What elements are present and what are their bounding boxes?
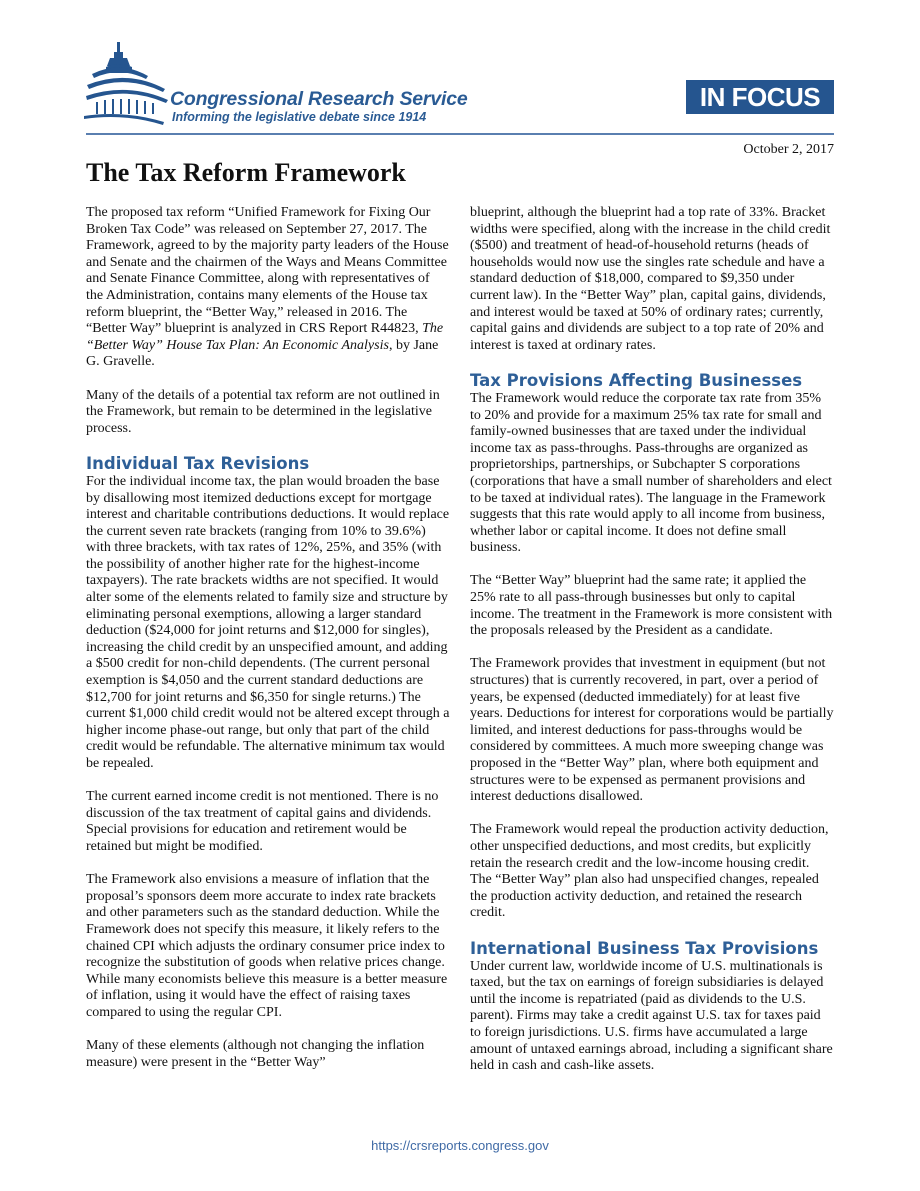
intro-text-end: , by Jane G. Gravelle.	[86, 337, 439, 370]
heading-individual-tax-revisions: Individual Tax Revisions	[86, 453, 310, 473]
report-title-link-text: The “Better Way” House Tax Plan: An Economic Analysis	[86, 321, 444, 353]
intro-text: The proposed tax reform “Unified Framework for Fixing Our Broken Tax Code” was released on September 27, 2017. The Framework, agreed to by the majority party leaders of the House and Senate and the chairmen of the Ways and Means Committee and Senate Finance Committee, along with representatives of the Administration, contains many elements of the House tax reform blueprint, the “Better Way,” released in 2016. The “Better Way” blueprint is analyzed in CRS Report R44823,	[86, 205, 449, 337]
heading-business-tax-provisions: Tax Provisions Affecting Businesses	[470, 370, 803, 390]
heading-international-business-tax: International Business Tax Provisions	[470, 938, 819, 958]
paragraph: The Framework also envisions a measure of inflation that the proposal’s sponsors deem more accurate to index rate brackets and other parameters such as the standard deduction. While the Framework does not specify this measure, it likely refers to the chained CPI which adjusts the ordinary consumer price index to recognize the substitution of goods when relative prices change. While many economists believe this measure is a better measure of inflation, using it would have the effect of raising taxes compared to using the regular CPI.	[86, 872, 448, 1020]
paragraph: The Framework provides that investment in equipment (but not structures) that is currently recovered, in part, over a period of years, be expensed (deducted immediately) for at least five years. Deductions for interest for corporations would be partially limited, and interest deductions for pass-throughs would be considered by committees. A much more sweeping change was proposed in the “Better Way” plan, where both equipment and structures were to be expensed as permanent provisions and interest deductions disallowed.	[470, 656, 834, 805]
paragraph: Many of these elements (although not changing the inflation measure) were present in the “Better Way”	[86, 1038, 425, 1070]
footer-url-link[interactable]: https://crsreports.congress.gov	[371, 1138, 549, 1153]
capitol-dome-logo	[84, 40, 174, 130]
paragraph: The Framework would reduce the corporate tax rate from 35% to 20% and provide for a maximum 25% tax rate for small and family-owned businesses that are taxed under the individual income tax as pass-throughs. Pass-throughs are organized as proprietorships, partnerships, or Subchapter S corporations (corporations that have a small number of shareholders and elect to be taxed at individual rates). The language in the Framework suggests that this rate would apply to all income from business, whether labor or capital income. It does not define small business.	[470, 390, 832, 556]
paragraph: For the individual income tax, the plan would broaden the base by disallowing most itemized deductions except for mortgage interest and charitable contributions deductions. It would replace the current seven rate brackets (ranging from 10% to 39.6%) with three brackets, with tax rates of 12%, 25%, and 35% (with the possibility of another higher rate for the highest-income taxpayers). The rate brackets widths are not specified. It would alter some of the elements related to family size and structure by eliminating personal exemptions, allowing a larger standard deduction ($24,000 for joint returns and $12,000 for singles), increasing the child credit by an unspecified amount, and adding a $500 credit for non-child dependents. (The current personal exemption is $4,050 and the current standard deductions are $12,700 for joint returns and $6,350 for single returns.) The current $1,000 child credit would not be altered except through a higher income phase-out range, but only that part of the child credit would be refundable. The alternative minimum tax would be repealed.	[86, 473, 450, 771]
intro-paragraph-2: Many of the details of a potential tax reform are not outlined in the Framework, but remain to be determined in the legislative process.	[86, 387, 440, 436]
paragraph: The Framework would repeal the production activity deduction, other unspecified deductions, and most credits, but explicitly retain the research credit and the low-income housing credit. The “Better Way” plan also had unspecified changes, repealed the production activity deduction, and retained the research credit.	[470, 822, 829, 921]
paragraph: The current earned income credit is not mentioned. There is no discussion of the tax treatment of capital gains and dividends. Special provisions for education and retirement would be retained but might be modified.	[86, 789, 439, 854]
page-title: The Tax Reform Framework	[86, 158, 406, 187]
org-tagline: Informing the legislative debate since 1914	[172, 110, 427, 124]
in-focus-badge: IN FOCUS	[686, 80, 834, 114]
paragraph: The “Better Way” blueprint had the same rate; it applied the 25% rate to all pass-through businesses but only to capital income. The treatment in the Framework is more consistent with the proposals released by the President as a candidate.	[470, 573, 833, 639]
org-name: Congressional Research Service	[170, 88, 468, 110]
right-column	[470, 205, 834, 1091]
paragraph: Under current law, worldwide income of U.S. multinationals is taxed, but the tax on earnings of foreign subsidiaries is delayed until the income is repatriated (paid as dividends to the U.S. parent). Firms may take a credit against U.S. tax for taxes paid to foreign jurisdictions. U.S. firms have accumulated a large amount of untaxed earnings abroad, including a significant share held in cash and cash-like assets.	[470, 958, 833, 1074]
publication-date: October 2, 2017	[743, 142, 834, 157]
paragraph: blueprint, although the blueprint had a top rate of 33%. Bracket widths were specified, along with the increase in the child credit ($500) and treatment of head-of-household returns (heads of households would now use the singles rate schedule and have a standard deduction of $18,000, compared to $9,350 under current law). In the “Better Way” plan, capital gains, dividends, and interest would be taxed at 50% of ordinary rates; currently, capital gains and dividends are subject to a top rate of 20% and interest is taxed at ordinary rates.	[470, 205, 831, 353]
left-column	[86, 205, 450, 1088]
header-rule	[86, 133, 834, 135]
intro-paragraph	[86, 205, 450, 371]
